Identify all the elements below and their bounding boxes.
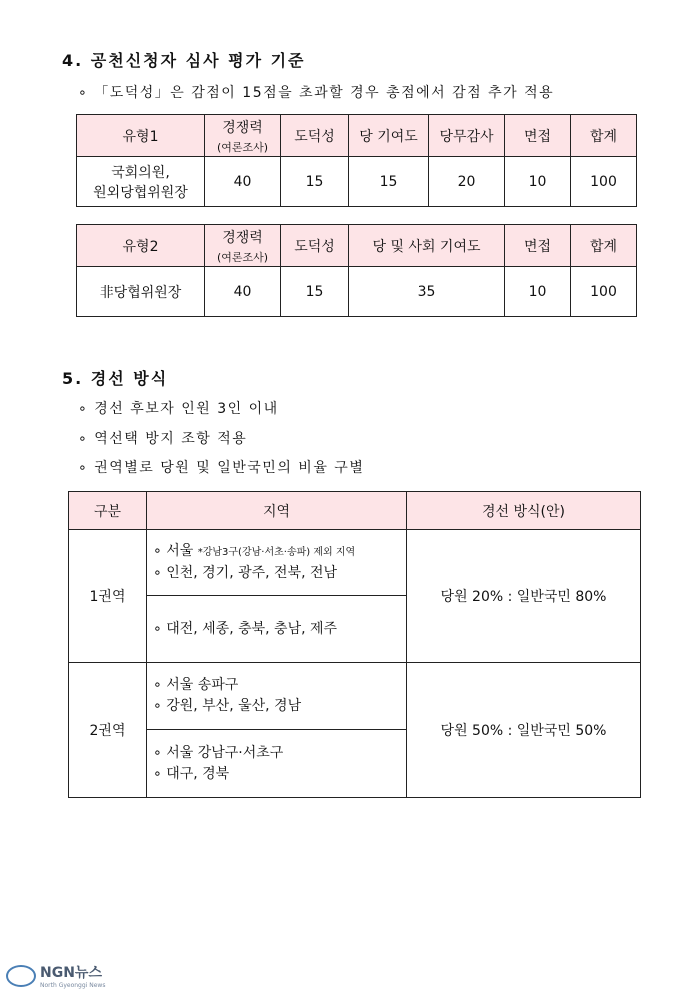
section5-bullet: ∘ 역선택 방지 조항 적용 [78, 431, 248, 447]
header-category: 구분 [69, 492, 147, 530]
cell-value: 10 [505, 157, 571, 207]
cell-value: 20 [429, 157, 505, 207]
header-competitiveness: 경쟁력 (여론조사) [205, 225, 281, 267]
cell-value: 15 [349, 157, 429, 207]
zone1-label: 1권역 [69, 530, 147, 663]
header-region: 지역 [147, 492, 407, 530]
zone2-region-group-a: ∘ 서울 송파구 ∘ 강원, 부산, 울산, 경남 [147, 663, 407, 730]
header-interview: 면접 [505, 115, 571, 157]
header-interview: 면접 [505, 225, 571, 267]
header-type2: 유형2 [77, 225, 205, 267]
evaluation-table-type2 [76, 224, 637, 317]
zone1-method: 당원 20% : 일반국민 80% [407, 530, 641, 663]
header-party-audit: 당무감사 [429, 115, 505, 157]
header-total: 합계 [571, 225, 637, 267]
header-method: 경선 방식(안) [407, 492, 641, 530]
row-label-type1: 국회의원, 원외당협위원장 [77, 157, 205, 207]
cell-value: 40 [205, 157, 281, 207]
header-morality: 도덕성 [281, 225, 349, 267]
header-type1: 유형1 [77, 115, 205, 157]
section4-note: ∘ 「도덕성」은 감점이 15점을 초과할 경우 총점에서 감점 추가 적용 [78, 85, 555, 101]
section5-bullet: ∘ 경선 후보자 인원 3인 이내 [78, 401, 279, 417]
cell-value: 100 [571, 267, 637, 317]
zone2-region-group-b: ∘ 서울 강남구·서초구 ∘ 대구, 경북 [147, 730, 407, 798]
section4-heading: 4. 공천신청자 심사 평가 기준 [62, 51, 306, 70]
section5-heading: 5. 경선 방식 [62, 369, 169, 388]
logo-subtext: North Gyeonggi News [40, 982, 106, 989]
zone1-region-group-a: ∘ 서울 *강남3구(강남·서초·송파) 제외 지역 ∘ 인천, 경기, 광주, 전북, 전남 [147, 530, 407, 596]
zone2-label: 2권역 [69, 663, 147, 798]
header-total: 합계 [571, 115, 637, 157]
header-party-contribution: 당 기여도 [349, 115, 429, 157]
cell-value: 40 [205, 267, 281, 317]
logo-text: NGN뉴스 [40, 965, 102, 981]
primary-method-table [68, 491, 641, 798]
header-competitiveness: 경쟁력 (여론조사) [205, 115, 281, 157]
globe-logo-icon [6, 965, 36, 987]
cell-value: 10 [505, 267, 571, 317]
evaluation-table-type1 [76, 114, 637, 207]
cell-value: 15 [281, 267, 349, 317]
ngn-news-logo [6, 962, 105, 989]
row-label-type2: 非당협위원장 [77, 267, 205, 317]
header-party-social-contribution: 당 및 사회 기여도 [349, 225, 505, 267]
section5-bullet: ∘ 권역별로 당원 및 일반국민의 비율 구별 [78, 460, 365, 476]
cell-value: 35 [349, 267, 505, 317]
zone2-method: 당원 50% : 일반국민 50% [407, 663, 641, 798]
zone1-region-group-b: ∘ 대전, 세종, 충북, 충남, 제주 [147, 596, 407, 663]
cell-value: 15 [281, 157, 349, 207]
cell-value: 100 [571, 157, 637, 207]
header-morality: 도덕성 [281, 115, 349, 157]
